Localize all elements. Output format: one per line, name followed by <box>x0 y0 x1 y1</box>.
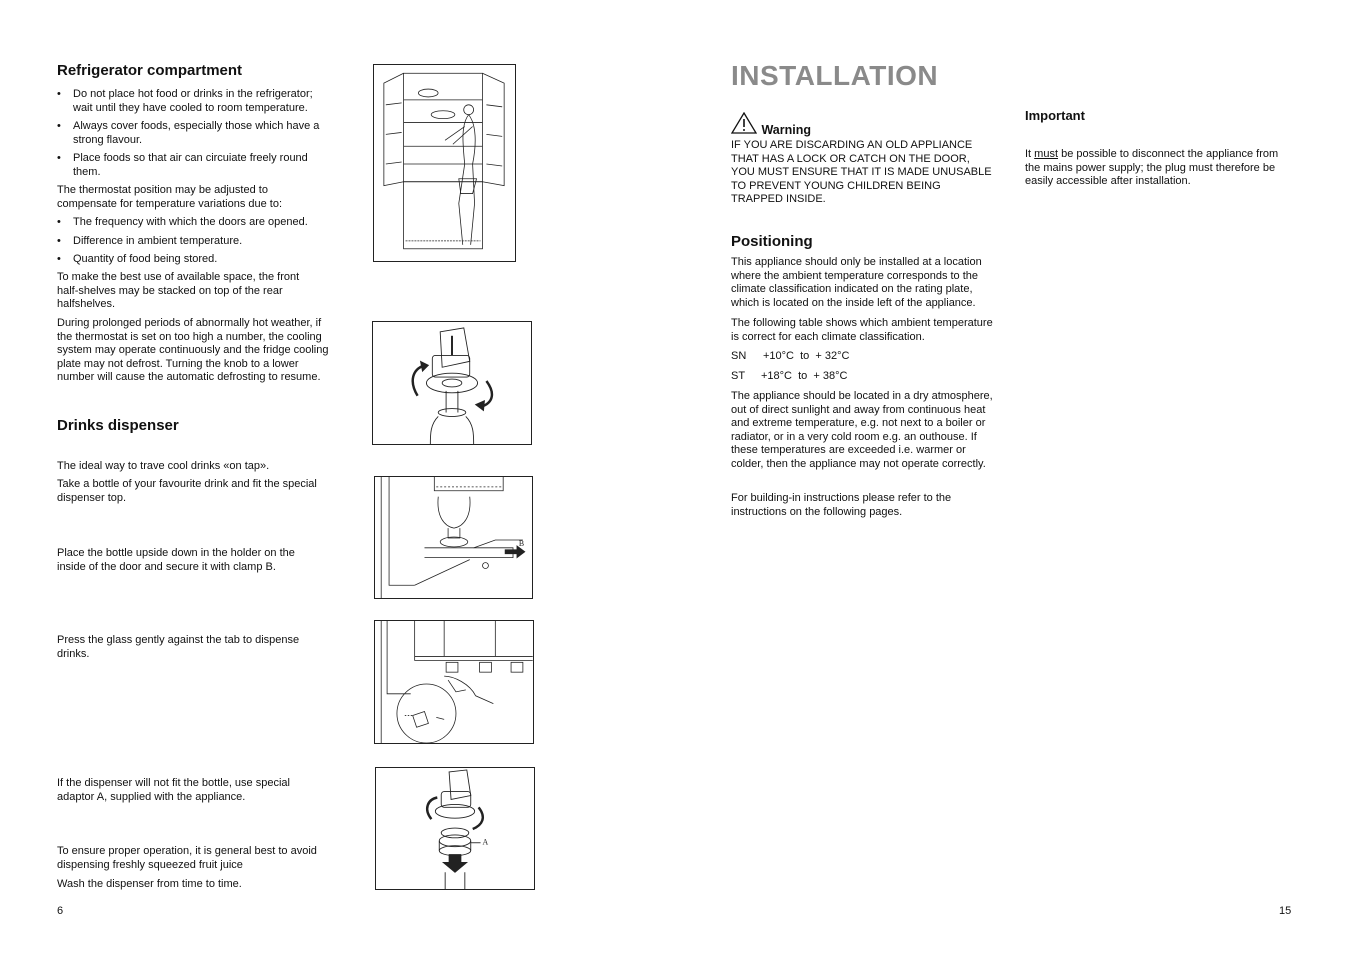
list-item: • Place foods so that air can circuiate freely round them. <box>57 152 327 179</box>
positioning-heading: Positioning <box>731 233 813 250</box>
warning-text: IF YOU ARE DISCARDING AN OLD APPLIANCE THAT HAS A LOCK OR CATCH ON THE DOOR, YOU MUST ENSURE THAT IT IS MADE UNUSABLE TO PREVENT YOUNG CHILDREN BEING TRAPPED INSIDE. <box>731 139 992 206</box>
list-item: • Difference in ambient temperature. <box>57 235 332 249</box>
drinks-p3: Place the bottle upside down in the holder on the inside of the door and secure it with clamp B. <box>57 547 295 573</box>
adaptor-label: A <box>482 837 489 847</box>
positioning-p2: The following table shows which ambient temperature is correct for each climate classification. <box>731 317 993 343</box>
shelves-paragraph: To make the best use of available space, the front half-shelves may be stacked on top of the rear halfshelves. <box>57 271 300 311</box>
list-item: • Always cover foods, especially those which have a strong flavour. <box>57 120 327 147</box>
page-title: INSTALLATION <box>731 60 939 91</box>
thermostat-intro: The thermostat position may be adjusted to compensate for temperature variations due to: <box>57 184 283 210</box>
positioning-p1: This appliance should only be installed at a location where the ambient temperature corresponds to the climate classification indicated on the rating plate, which is located on the inside left of the appliance. <box>731 256 982 309</box>
bottle-holder-illustration <box>374 476 533 599</box>
drinks-dispenser-heading: Drinks dispenser <box>57 417 179 434</box>
glass-dispensing-illustration <box>374 620 534 744</box>
must-emphasis: must <box>1034 148 1059 160</box>
page-number-left: 6 <box>57 905 64 917</box>
drinks-p6: To ensure proper operation, it is general best to avoid dispensing freshly squeezed fruit juice <box>57 845 317 871</box>
climate-range: +10°C to + 32°C <box>763 350 850 362</box>
climate-row-sn <box>731 350 849 364</box>
warning-label: Warning <box>761 123 811 137</box>
refrigerator-bullets-1 <box>57 88 327 185</box>
warning-triangle-icon <box>731 112 757 139</box>
warning-header <box>731 112 811 139</box>
important-text: It must be possible to disconnect the appliance from the mains power supply; the plug must therefore be easily accessible after installation. <box>1025 148 1282 188</box>
drinks-p1: The ideal way to trave cool drinks «on tap». <box>57 460 270 472</box>
important-heading: Important <box>1025 108 1085 123</box>
refrigerator-heading: Refrigerator compartment <box>57 62 243 79</box>
climate-row-st <box>731 370 847 384</box>
climate-class: SN <box>731 350 747 362</box>
hot-weather-paragraph: During prolonged periods of abnormally hot weather, if the thermostat is set on too high a number, the cooling system may operate continuously and the fridge cooling plate may not defrost. Turning the knob to a lower number will cause the automatic defrosting to resume. <box>57 317 329 384</box>
positioning-p3: The appliance should be located in a dry atmosphere, out of direct sunlight and away from continuous heat and extreme temperature, e.g. not next to a boiler or radiator, or in a very cold room e.g. an outhouse. If these temperatures are exceeded i.e. warmer or colder, then the appliance may not operate correctly. <box>731 390 993 470</box>
adaptor-illustration <box>375 767 535 890</box>
positioning-p4: For building-in instructions please refer to the instructions on the following pages. <box>731 492 952 518</box>
drinks-p5: If the dispenser will not fit the bottle, use special adaptor A, supplied with the appliance. <box>57 777 290 803</box>
drinks-p7: Wash the dispenser from time to time. <box>57 878 242 890</box>
page-number-right: 15 <box>1279 905 1292 917</box>
climate-range: +18°C to + 38°C <box>761 370 848 382</box>
clamp-label: B <box>518 538 525 548</box>
drinks-p2: Take a bottle of your favourite drink and fit the special dispenser top. <box>57 478 317 504</box>
list-item: • The frequency with which the doors are opened. <box>57 216 332 230</box>
list-item: • Do not place hot food or drinks in the refrigerator; wait until they have cooled to room temperature. <box>57 88 327 115</box>
fridge-illustration <box>373 64 516 262</box>
refrigerator-bullets-2 <box>57 216 332 272</box>
dispenser-top-illustration <box>372 321 532 445</box>
climate-class: ST <box>731 370 746 382</box>
drinks-p4: Press the glass gently against the tab to dispense drinks. <box>57 634 300 660</box>
list-item: • Quantity of food being stored. <box>57 253 332 267</box>
